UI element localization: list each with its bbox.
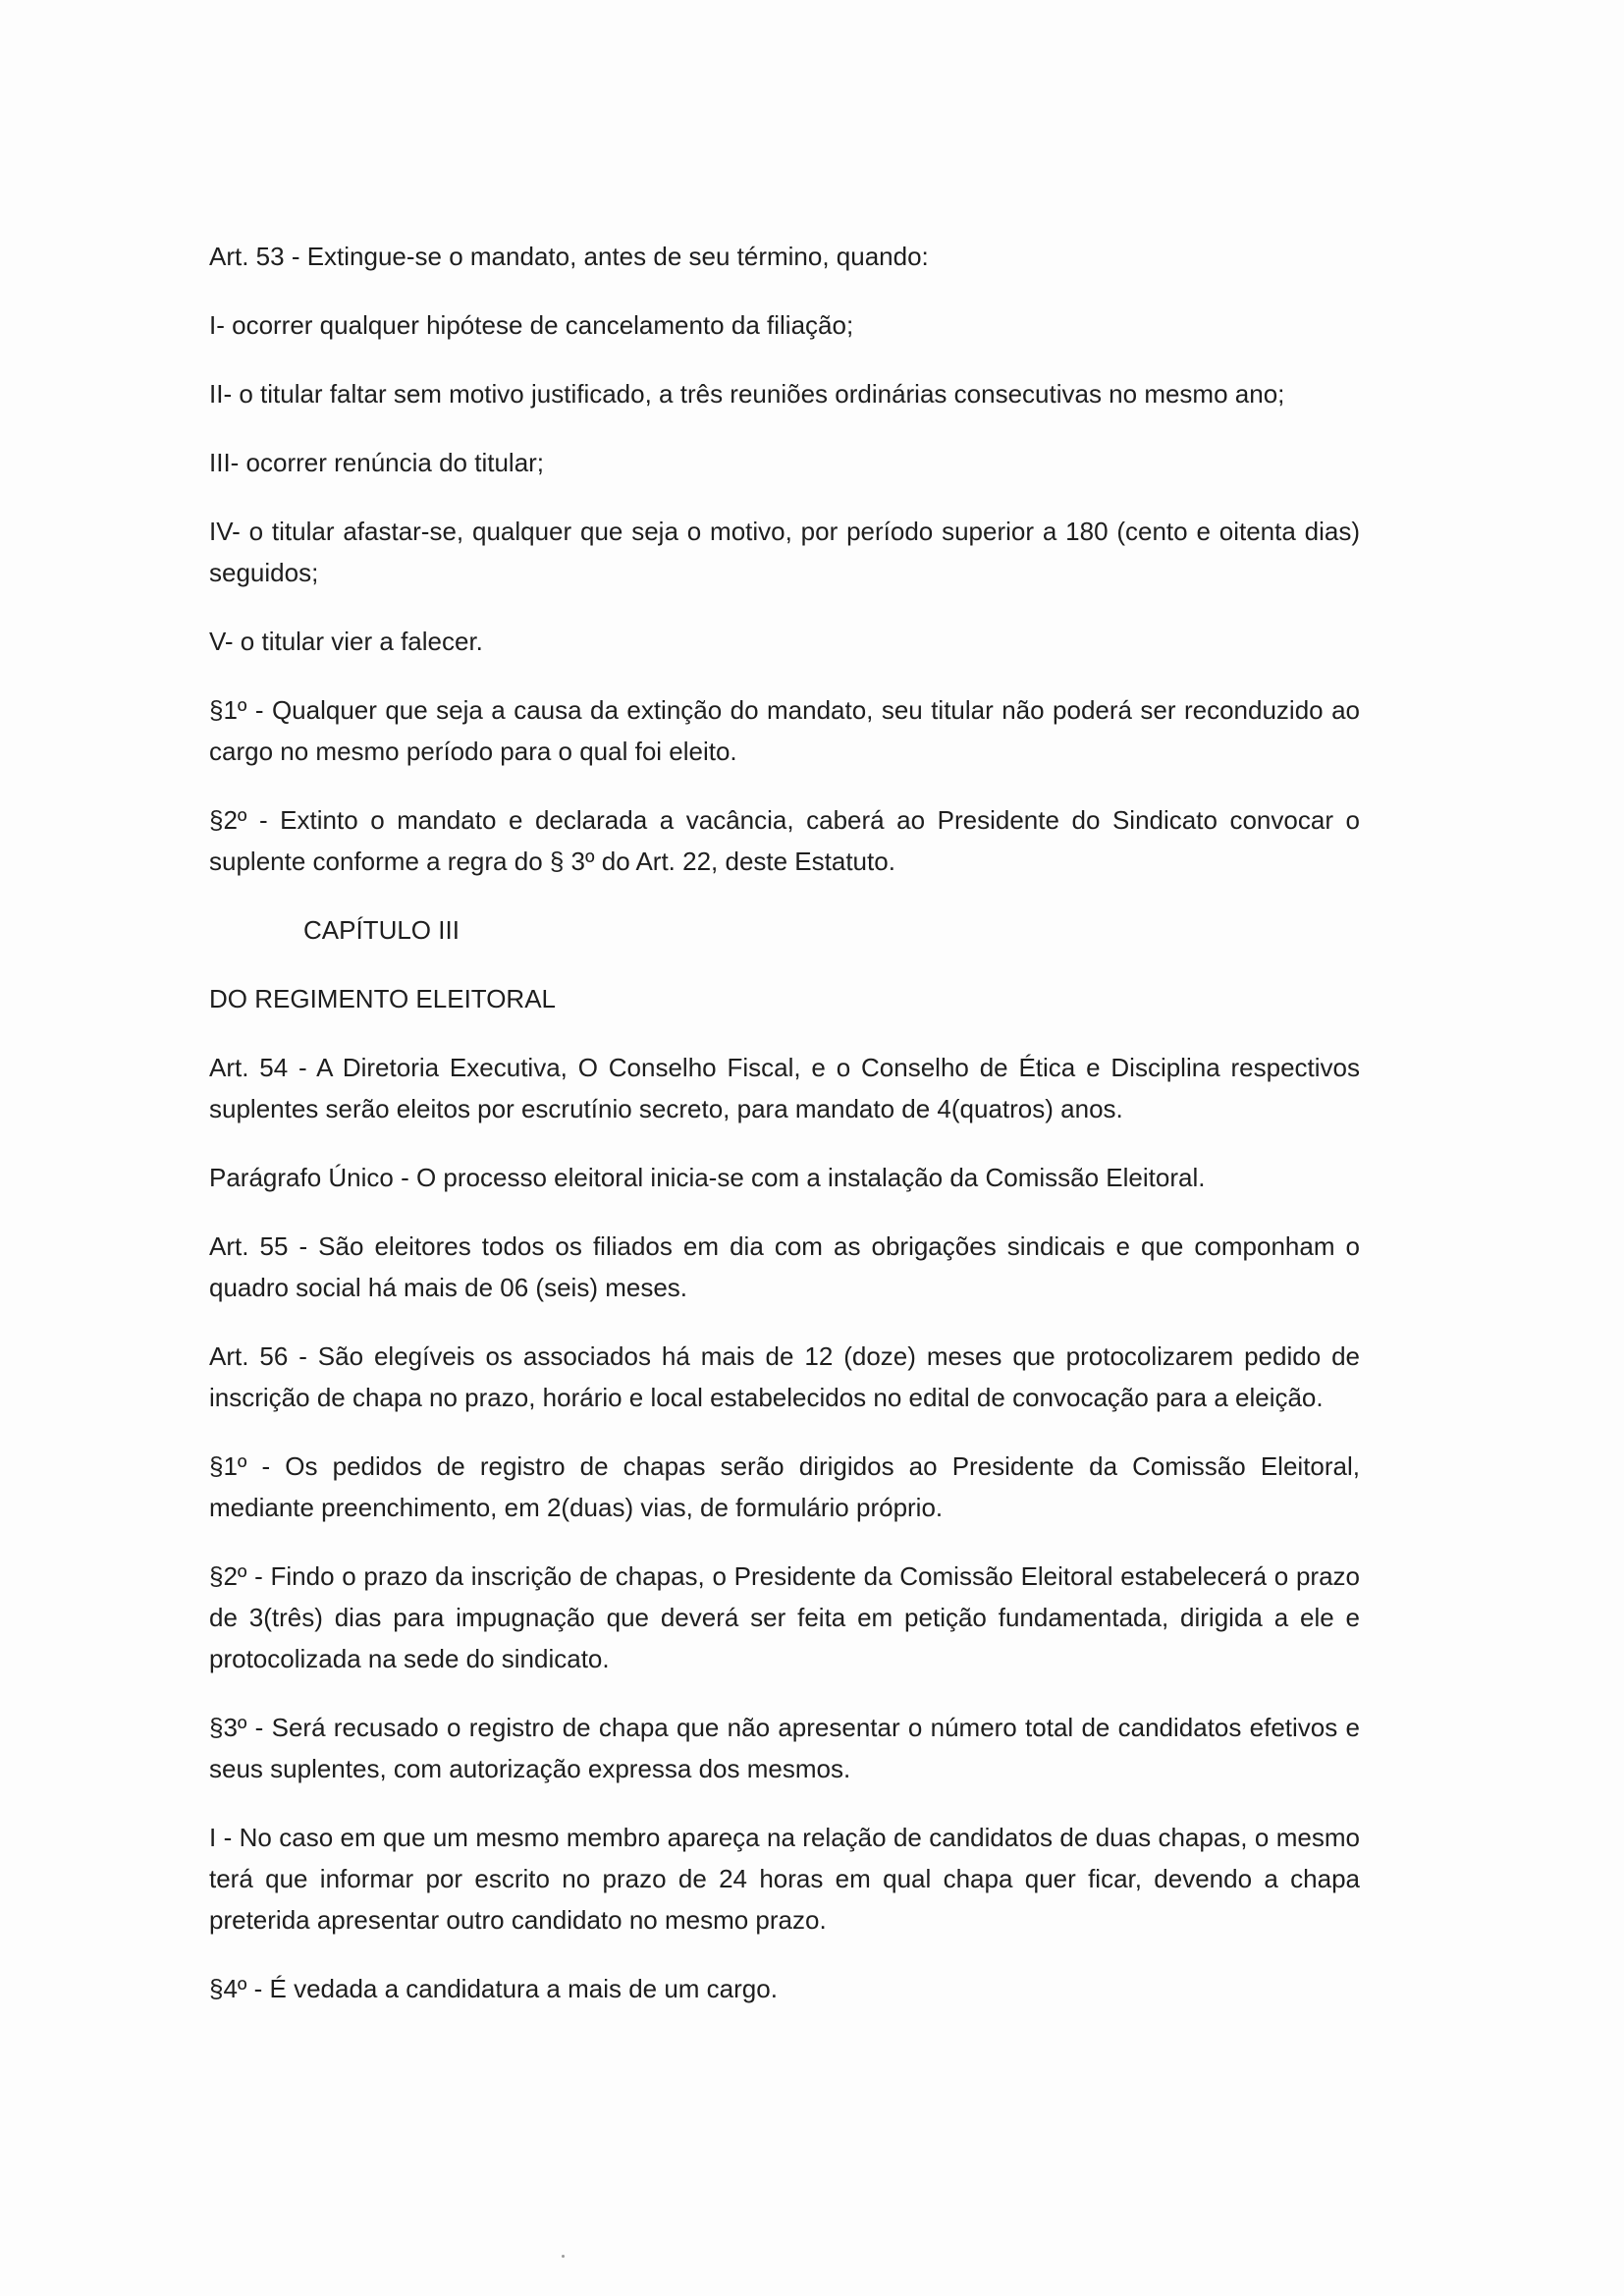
article-55: Art. 55 - São eleitores todos os filiados em dia com as obrigações sindicais e que componham o quadro social há mais de 06 (seis) meses. (209, 1231, 1360, 1302)
article-53-item-iv: IV- o titular afastar-se, qualquer que seja o motivo, por período superior a 180 (cento e oitenta dias) seguidos; (209, 517, 1360, 587)
scan-speck (562, 2255, 565, 2258)
article-56: Art. 56 - São elegíveis os associados há mais de 12 (doze) meses que protocolizarem pedido de inscrição de chapa no prazo, horário e local estabelecidos no edital de convocação para a eleição. (209, 1341, 1360, 1412)
document-body (209, 236, 1360, 2037)
article-53-item-i: I- ocorrer qualquer hipótese de cancelamento da filiação; (209, 310, 854, 340)
article-54-sole-paragraph: Parágrafo Único - O processo eleitoral inicia-se com a instalação da Comissão Eleitoral. (209, 1163, 1206, 1192)
article-53-paragraph-1: §1º - Qualquer que seja a causa da extinção do mandato, seu titular não poderá ser reconduzido ao cargo no mesmo período para o qual foi eleito. (209, 695, 1360, 766)
article-53-paragraph-2: §2º - Extinto o mandato e declarada a vacância, caberá ao Presidente do Sindicato convocar o suplente conforme a regra do § 3º do Art. 22, deste Estatuto. (209, 805, 1360, 876)
article-56-paragraph-4: §4º - É vedada a candidatura a mais de um cargo. (209, 1974, 778, 2003)
article-56-paragraph-3-item-i: I - No caso em que um mesmo membro apareça na relação de candidatos de duas chapas, o mesmo terá que informar por escrito no prazo de 24 horas em qual chapa quer ficar, devendo a chapa preterida apresentar outro candidato no mesmo prazo. (209, 1823, 1360, 1935)
article-54: Art. 54 - A Diretoria Executiva, O Conselho Fiscal, e o Conselho de Ética e Disciplina respectivos suplentes serão eleitos por escrutínio secreto, para mandato de 4(quatros) anos. (209, 1053, 1360, 1123)
chapter-title: DO REGIMENTO ELEITORAL (209, 984, 557, 1013)
article-56-paragraph-3: §3º - Será recusado o registro de chapa que não apresentar o número total de candidatos efetivos e seus suplentes, com autorização expressa dos mesmos. (209, 1713, 1360, 1783)
article-53-item-iii: III- ocorrer renúncia do titular; (209, 448, 545, 477)
article-53: Art. 53 - Extingue-se o mandato, antes de seu término, quando: (209, 242, 929, 271)
article-56-paragraph-1: §1º - Os pedidos de registro de chapas serão dirigidos ao Presidente da Comissão Eleitoral, mediante preenchimento, em 2(duas) vias, de formulário próprio. (209, 1451, 1360, 1522)
chapter-heading: CAPÍTULO III (303, 915, 460, 945)
article-53-item-v: V- o titular vier a falecer. (209, 627, 483, 656)
article-53-item-ii: II- o titular faltar sem motivo justificado, a três reuniões ordinárias consecutivas no mesmo ano; (209, 379, 1285, 409)
article-56-paragraph-2: §2º - Findo o prazo da inscrição de chapas, o Presidente da Comissão Eleitoral estabelecerá o prazo de 3(três) dias para impugnação que deverá ser feita em petição fundamentada, dirigida a ele e protocolizada na sede do sindicato. (209, 1561, 1360, 1673)
